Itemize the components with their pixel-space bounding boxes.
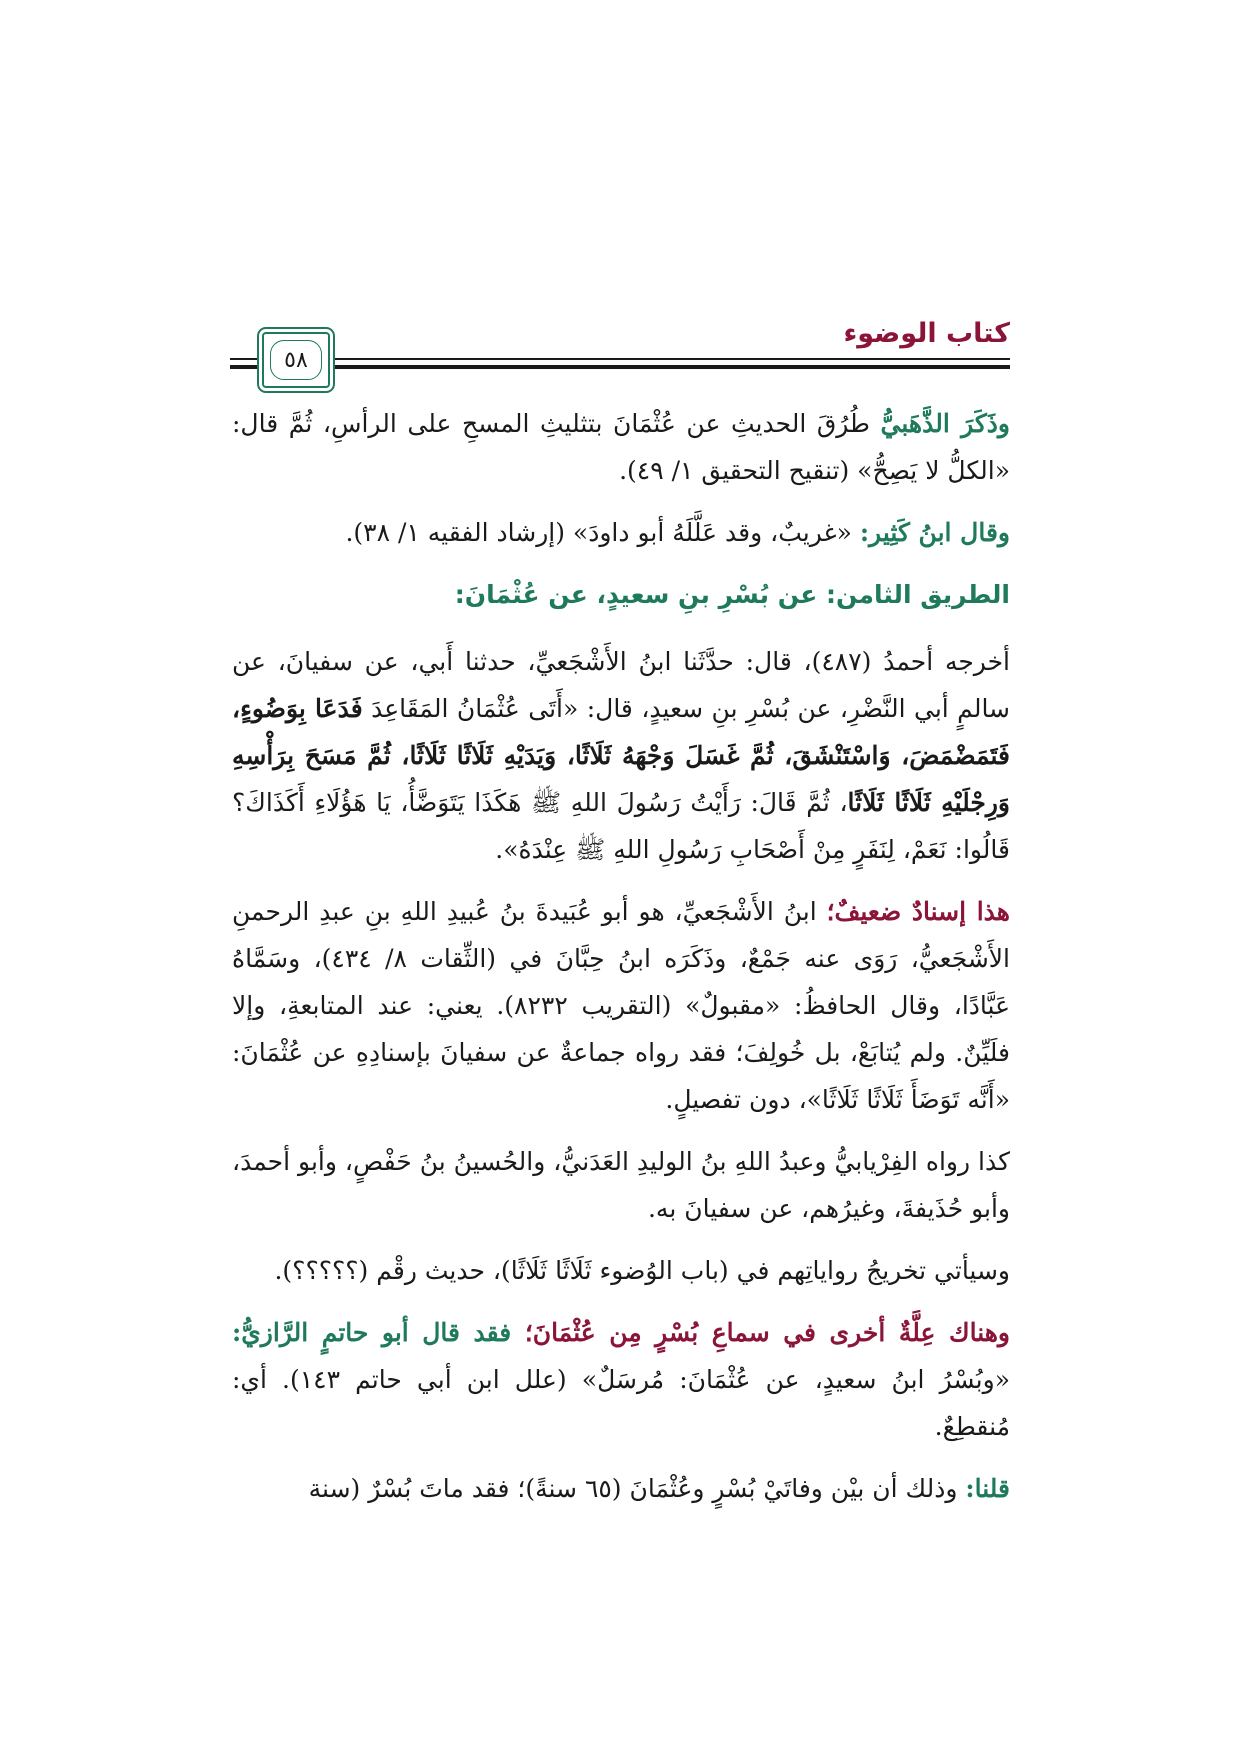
page-body bbox=[232, 400, 1010, 1527]
paragraph-text: «غريبٌ، وقد عَلَّلَهُ أبو داودَ» (إرشاد الفقيه ١/ ٣٨). bbox=[345, 518, 860, 547]
paragraph-narrators: كذا رواه الفِرْيابيُّ وعبدُ اللهِ بنُ الوليدِ العَدَنيُّ، والحُسينُ بنُ حَفْصٍ، وأبو أحمدَ، وأبو حُذَيفةَ، وغيرُهم، عن سفيانَ به. bbox=[232, 1147, 1010, 1223]
paragraph-takhrij bbox=[232, 638, 1010, 873]
paragraph-text: ابنُ الأَشْجَعيِّ، هو أبو عُبَيدةَ بنُ عُبيدِ اللهِ بنِ عبدِ الرحمنِ الأَشْجَعيُّ، رَوَى عنه جَمْعٌ، وذَكَرَه ابنُ حِبَّانَ في (الثِّقات ٨/ ٤٣٤)، وسَمَّاهُ عَبَّادًا، وقال الحافظُ: «مقبولٌ» (التقريب ٨٢٣٢). يعني: عند المتابعةِ، وإلا فلَيِّنٌ. ولم يُتابَعْ، بل خُولِفَ؛ فقد رواه جماعةٌ عن سفيانَ بإسنادِهِ عن عُثْمَانَ: «أَنَّه تَوَضَأَ ثَلَاثًا ثَلَاثًا»، دون تفصيلٍ. bbox=[232, 897, 1011, 1114]
paragraph-qulna bbox=[232, 1465, 1010, 1512]
paragraph-text: ، ثُمَّ قَالَ: رَأَيْتُ رَسُولَ اللهِ ﷺ هَكَذَا يَتَوَضَّأُ، يَا هَؤُلَاءِ أَكَذَاكَ؟ قَالُوا: نَعَمْ، لِنَفَرٍ مِنْ أَصْحَابِ رَسُولِ اللهِ ﷺ عِنْدَهُ». bbox=[232, 788, 1010, 864]
page-number: ٥٨ bbox=[284, 347, 308, 373]
author-name: وذَكَرَ الذَّهَبيُّ bbox=[880, 409, 1010, 438]
paragraph-ibn-kathir bbox=[232, 509, 1010, 556]
paragraph-text: «وبُسْرُ ابنُ سعيدٍ، عن عُثْمَانَ: مُرسَلٌ» (علل ابن أبي حاتم ١٤٣). أي: مُنقطِعٌ. bbox=[232, 1365, 1010, 1441]
page-number-badge bbox=[262, 332, 330, 388]
section-heading: الطريق الثامن: عن بُسْرِ بنِ سعيدٍ، عن عُثْمَانَ: bbox=[454, 580, 1010, 609]
author-name: وقال ابنُ كَثِير: bbox=[859, 518, 1010, 547]
header-rule-thin bbox=[230, 358, 1010, 360]
paragraph-cross-reference: وسيأتي تخريجُ رواياتِهم في (باب الوُضوء ثَلَاثًا ثَلَاثًا)، حديث رقْم (؟؟؟؟؟). bbox=[274, 1256, 1010, 1285]
illa-label: وهناك عِلَّةٌ أخرى في سماعِ بُسْرٍ مِن عُثْمَانَ؛ bbox=[524, 1318, 1010, 1347]
ruling-label: هذا إسنادٌ ضعيفٌ؛ bbox=[826, 897, 1010, 926]
paragraph-text: أخرجه أحمدُ (٤٨٧)، قال: حدَّثَنا ابنُ الأَشْجَعيِّ، حدثنا أَبي، عن سفيانَ، عن سالمٍ أبي النَّضْرِ، عن بُسْرِ بنِ سعيدٍ، قال: «أَتَى عُثْمَانُ المَقَاعِدَ bbox=[232, 647, 1011, 723]
paragraph-isnad bbox=[232, 888, 1010, 1123]
page-header bbox=[230, 318, 1010, 388]
paragraph-text: طُرُقَ الحديثِ عن عُثْمَانَ بتثليثِ المسحِ على الرأسِ، ثُمَّ قال: «الكلُّ لا يَصِحُّ» (تنقيح التحقيق ١/ ٤٩). bbox=[232, 409, 1010, 485]
qulna-label: قلنا: bbox=[965, 1474, 1010, 1503]
paragraph-illa bbox=[232, 1309, 1010, 1450]
header-rule-thick bbox=[230, 365, 1010, 369]
hadith-text-bold: فَدَعَا بِوَضُوءٍ، فَتَمَضْمَضَ، وَاسْتَنْشَقَ، ثُمَّ غَسَلَ وَجْهَهُ ثَلَاثًا، وَيَدَيْهِ ثَلَاثًا ثَلَاثًا، ثُمَّ مَسَحَ بِرَأْسِهِ وَرِجْلَيْهِ ثَلَاثًا ثَلَاثًا bbox=[232, 694, 1010, 817]
paragraph-dhahabi bbox=[232, 400, 1010, 494]
paragraph-text: وذلك أن بيْن وفاتَيْ بُسْرٍ وعُثْمَانَ (٦٥ سنةً)؛ فقد ماتَ بُسْرٌ (سنة bbox=[308, 1474, 966, 1503]
book-title: كتاب الوضوء bbox=[843, 318, 1010, 349]
author-name: فقد قال أبو حاتمٍ الرَّازيُّ: bbox=[232, 1318, 525, 1347]
